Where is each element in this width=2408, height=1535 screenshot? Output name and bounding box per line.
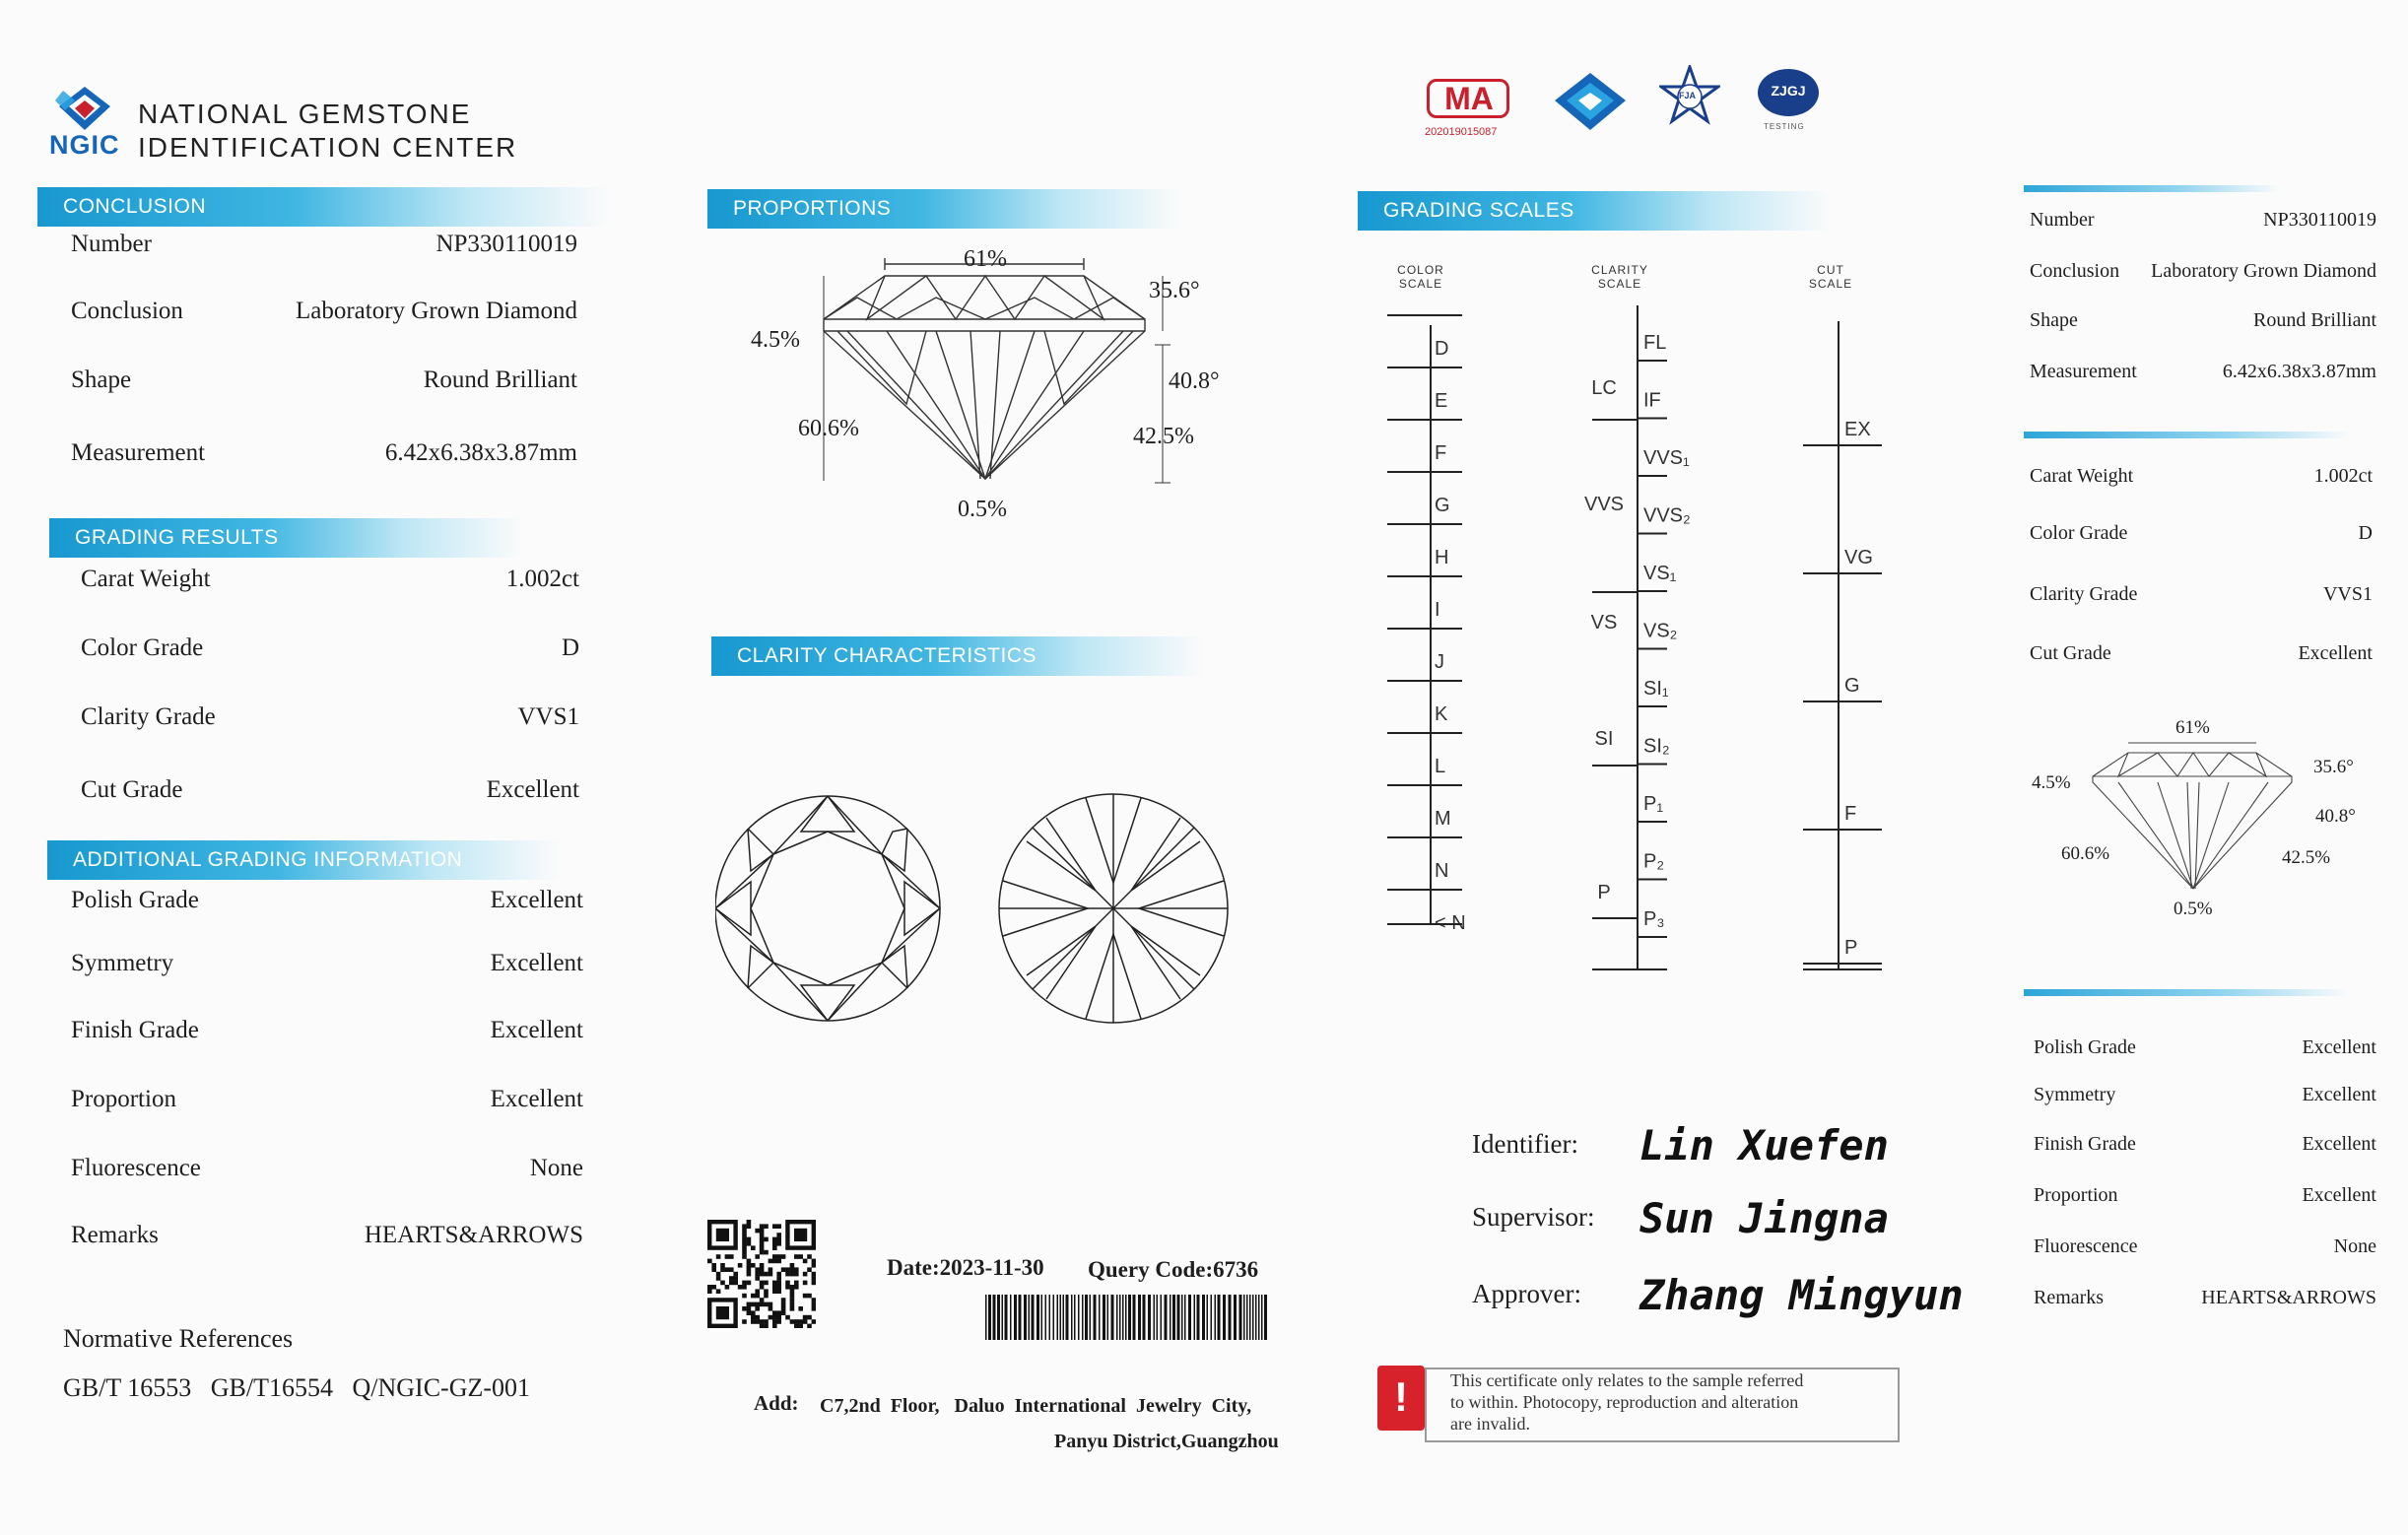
row-value: Laboratory Grown Diamond — [2151, 260, 2376, 282]
row-label: Conclusion — [71, 298, 183, 324]
row-value: Excellent — [490, 950, 583, 976]
clarity-grade-label: FL — [1643, 332, 1667, 354]
summary-band-1 — [2024, 185, 2280, 192]
cut-grade-label: VG — [1844, 547, 1873, 568]
clarity-grade-label: VS₂ — [1643, 620, 1678, 642]
row-value: 1.002ct — [2313, 465, 2373, 487]
row-value: 1.002ct — [505, 566, 579, 592]
info-row — [81, 566, 579, 599]
crown-height-label: 4.5% — [751, 327, 800, 353]
row-value: Round Brilliant — [423, 367, 577, 393]
info-row — [71, 887, 583, 920]
row-value: Excellent — [486, 776, 579, 803]
color-grade-label: E — [1435, 390, 1448, 412]
row-label: Measurement — [71, 439, 206, 466]
row-label: Finish Grade — [71, 1017, 199, 1043]
clarity-group-label: VVS — [1583, 494, 1625, 515]
signature-name: Lin Xuefen — [1639, 1121, 1889, 1169]
row-value: None — [2333, 1235, 2376, 1257]
row-label: Remarks — [71, 1222, 159, 1248]
cut-grade-label: G — [1844, 675, 1860, 697]
clarity-group-label: SI — [1594, 728, 1614, 750]
clarity-scale-title-2: SCALE — [1597, 277, 1642, 291]
color-grade-label: L — [1435, 756, 1446, 777]
row-value: VVS1 — [2322, 583, 2373, 605]
info-row — [71, 439, 577, 473]
logo-text: NGIC — [49, 130, 120, 160]
info-row — [2030, 465, 2373, 499]
issue-date: Date:2023-11-30 — [887, 1255, 1044, 1280]
crown-angle-label: 35.6° — [1149, 278, 1200, 303]
cut-scale-title-1: CUT — [1817, 263, 1844, 277]
row-label: Finish Grade — [2034, 1133, 2136, 1155]
info-row — [2030, 309, 2376, 343]
info-row — [71, 1222, 583, 1255]
row-value: 6.42x6.38x3.87mm — [2222, 361, 2376, 382]
summary-band-2 — [2024, 432, 2349, 438]
row-label: Number — [71, 231, 152, 257]
row-value: D — [561, 634, 579, 661]
row-label: Proportion — [71, 1086, 176, 1112]
row-value: Excellent — [490, 1086, 583, 1112]
clarity-grade-label: VS₁ — [1643, 563, 1677, 584]
color-grade-label: J — [1435, 651, 1444, 673]
additional-grading-heading: ADDITIONAL GRADING INFORMATION — [47, 840, 560, 880]
cut-grade-label: EX — [1844, 419, 1871, 440]
pavilion-view-diagram — [997, 784, 1234, 1031]
row-value: Excellent — [490, 887, 583, 913]
info-row — [71, 950, 583, 983]
row-value: Excellent — [2302, 1036, 2376, 1058]
color-scale-title-1: COLOR — [1397, 263, 1444, 277]
row-value: 6.42x6.38x3.87mm — [384, 439, 577, 466]
info-row — [2030, 583, 2373, 617]
row-label: Proportion — [2034, 1184, 2118, 1206]
summary-crown-angle-label: 35.6° — [2313, 757, 2354, 777]
row-value: None — [529, 1155, 583, 1181]
info-row — [2034, 1036, 2376, 1070]
color-grade-label: G — [1435, 495, 1450, 516]
table-percent-label: 61% — [964, 246, 1007, 272]
summary-proportions-diagram — [2079, 735, 2345, 893]
color-grade-label: K — [1435, 703, 1448, 725]
info-row — [71, 1017, 583, 1050]
row-label: Symmetry — [2034, 1084, 2116, 1105]
cut-grade-label: F — [1844, 803, 1857, 825]
info-row — [2030, 209, 2376, 242]
clarity-group-label: LC — [1591, 377, 1617, 399]
info-row — [2030, 522, 2373, 556]
summary-pavilion-depth-label: 42.5% — [2282, 847, 2331, 868]
row-value: Excellent — [2302, 1084, 2376, 1105]
clarity-grade-label: VVS₁ — [1643, 447, 1690, 469]
row-label: Measurement — [2030, 361, 2137, 382]
testing-text: TESTING — [1764, 122, 1805, 131]
clarity-group-label: P — [1597, 882, 1611, 903]
row-label: Remarks — [2034, 1287, 2105, 1308]
info-row — [2034, 1184, 2376, 1218]
row-value: Laboratory Grown Diamond — [295, 298, 577, 324]
grading-scales-heading: GRADING SCALES — [1358, 191, 1831, 231]
address-line2: Panyu District,Guangzhou — [1054, 1431, 1279, 1452]
zjgj-text: ZJGJ — [1771, 83, 1806, 99]
culet-label: 0.5% — [958, 497, 1007, 522]
row-label: Cut Grade — [2030, 642, 2111, 664]
notice-text — [1450, 1369, 1803, 1435]
crown-view-diagram — [715, 784, 952, 1031]
clarity-grade-label: P₂ — [1643, 850, 1665, 873]
color-grade-label: H — [1435, 547, 1449, 568]
row-label: Color Grade — [81, 634, 204, 661]
row-value: Round Brilliant — [2253, 309, 2376, 331]
row-label: Color Grade — [2030, 522, 2128, 544]
row-label: Clarity Grade — [81, 703, 216, 730]
notice-line3: are invalid. — [1450, 1414, 1530, 1434]
org-name-line1: NATIONAL GEMSTONE — [138, 99, 472, 129]
proportions-heading: PROPORTIONS — [707, 189, 1180, 229]
color-grade-label: F — [1435, 442, 1447, 464]
row-label: Conclusion — [2030, 260, 2120, 282]
pavilion-angle-label: 40.8° — [1169, 368, 1220, 394]
color-grade-label: < N — [1435, 912, 1466, 934]
grading-scales-chart — [1370, 246, 1921, 995]
color-grade-label: M — [1435, 808, 1451, 830]
info-row — [71, 1155, 583, 1188]
clarity-grade-label: P₃ — [1643, 908, 1665, 930]
row-label: Symmetry — [71, 950, 174, 976]
notice-line1: This certificate only relates to the sample referred — [1450, 1370, 1804, 1390]
signature-role: Identifier: — [1472, 1129, 1578, 1159]
row-label: Cut Grade — [81, 776, 183, 803]
row-label: Carat Weight — [2030, 465, 2134, 487]
clarity-grade-label: VVS₂ — [1643, 504, 1691, 527]
row-value: Excellent — [2302, 1184, 2376, 1206]
total-depth-label: 60.6% — [798, 416, 859, 441]
address-line1: C7,2nd Floor, Daluo International Jewelry City, — [820, 1395, 1252, 1417]
cma-logo-text: MA — [1444, 81, 1494, 116]
fja-text: FJA — [1679, 91, 1697, 100]
clarity-grade-label: SI₁ — [1643, 678, 1669, 700]
references-text: GB/T 16553 GB/T16554 Q/NGIC-GZ-001 — [63, 1373, 531, 1402]
info-row — [71, 231, 577, 264]
row-value: HEARTS&ARROWS — [364, 1222, 583, 1248]
info-row — [81, 634, 579, 668]
clarity-group-label: VS — [1590, 612, 1618, 634]
qr-code-icon — [707, 1220, 816, 1328]
cut-grade-label: P — [1844, 937, 1858, 959]
grading-results-heading: GRADING RESULTS — [49, 518, 522, 558]
color-grade-label: N — [1435, 860, 1449, 882]
info-row — [81, 776, 579, 810]
info-row — [2030, 260, 2376, 294]
color-grade-label: I — [1435, 599, 1440, 621]
warning-mark: ! — [1394, 1373, 1408, 1420]
ngic-emblem-icon — [1553, 71, 1628, 132]
info-row — [2030, 361, 2376, 394]
summary-pavilion-angle-label: 40.8° — [2315, 806, 2356, 827]
signature-role: Approver: — [1472, 1279, 1581, 1308]
conclusion-heading: CONCLUSION — [37, 187, 609, 227]
row-value: NP330110019 — [2263, 209, 2376, 231]
summary-crown-height-label: 4.5% — [2032, 772, 2071, 793]
address-label: Add: — [754, 1391, 799, 1415]
info-row — [71, 1086, 583, 1119]
color-grade-label: D — [1435, 338, 1449, 360]
org-name-line2: IDENTIFICATION CENTER — [138, 132, 518, 163]
summary-total-depth-label: 60.6% — [2061, 843, 2110, 864]
cut-scale-title-2: SCALE — [1808, 277, 1853, 291]
signature-name: Zhang Mingyun — [1639, 1271, 1964, 1319]
info-row — [71, 367, 577, 400]
clarity-grade-label: SI₂ — [1643, 735, 1670, 758]
row-value: VVS1 — [517, 703, 579, 730]
row-label: Clarity Grade — [2030, 583, 2138, 605]
row-value: Excellent — [490, 1017, 583, 1043]
summary-table-label: 61% — [2175, 717, 2210, 738]
color-scale-title-2: SCALE — [1398, 277, 1443, 291]
info-row — [2034, 1084, 2376, 1117]
row-value: NP330110019 — [435, 231, 577, 257]
row-label: Carat Weight — [81, 566, 211, 592]
clarity-grade-label: IF — [1643, 389, 1661, 412]
cma-number: 202019015087 — [1425, 126, 1498, 138]
info-row — [2034, 1235, 2376, 1269]
row-value: HEARTS&ARROWS — [2201, 1287, 2376, 1308]
info-row — [71, 298, 577, 331]
pavilion-depth-label: 42.5% — [1133, 424, 1194, 449]
ngic-logo-icon — [53, 85, 116, 134]
query-code: Query Code:6736 — [1088, 1257, 1259, 1282]
row-label: Fluorescence — [71, 1155, 201, 1181]
row-value: D — [2358, 522, 2373, 544]
row-label: Polish Grade — [71, 887, 199, 913]
clarity-grade-label: P₁ — [1643, 793, 1664, 815]
signature-role: Supervisor: — [1472, 1202, 1595, 1232]
info-row — [2034, 1287, 2376, 1320]
clarity-scale-title-1: CLARITY — [1591, 263, 1648, 277]
row-label: Shape — [2030, 309, 2078, 331]
references-title: Normative References — [63, 1324, 294, 1353]
summary-band-3 — [2024, 989, 2349, 996]
info-row — [2034, 1133, 2376, 1167]
row-value: Excellent — [2302, 1133, 2376, 1155]
info-row — [81, 703, 579, 737]
signature-name: Sun Jingna — [1639, 1194, 1889, 1242]
notice-line2: to within. Photocopy, reproduction and alteration — [1450, 1392, 1799, 1412]
clarity-characteristics-heading: CLARITY CHARACTERISTICS — [711, 636, 1204, 676]
info-row — [2030, 642, 2373, 676]
row-value: Excellent — [2298, 642, 2373, 664]
row-label: Polish Grade — [2034, 1036, 2136, 1058]
row-label: Fluorescence — [2034, 1235, 2138, 1257]
barcode-icon — [985, 1295, 1267, 1340]
row-label: Shape — [71, 367, 132, 393]
row-label: Number — [2030, 209, 2095, 231]
summary-culet-label: 0.5% — [2174, 899, 2213, 919]
